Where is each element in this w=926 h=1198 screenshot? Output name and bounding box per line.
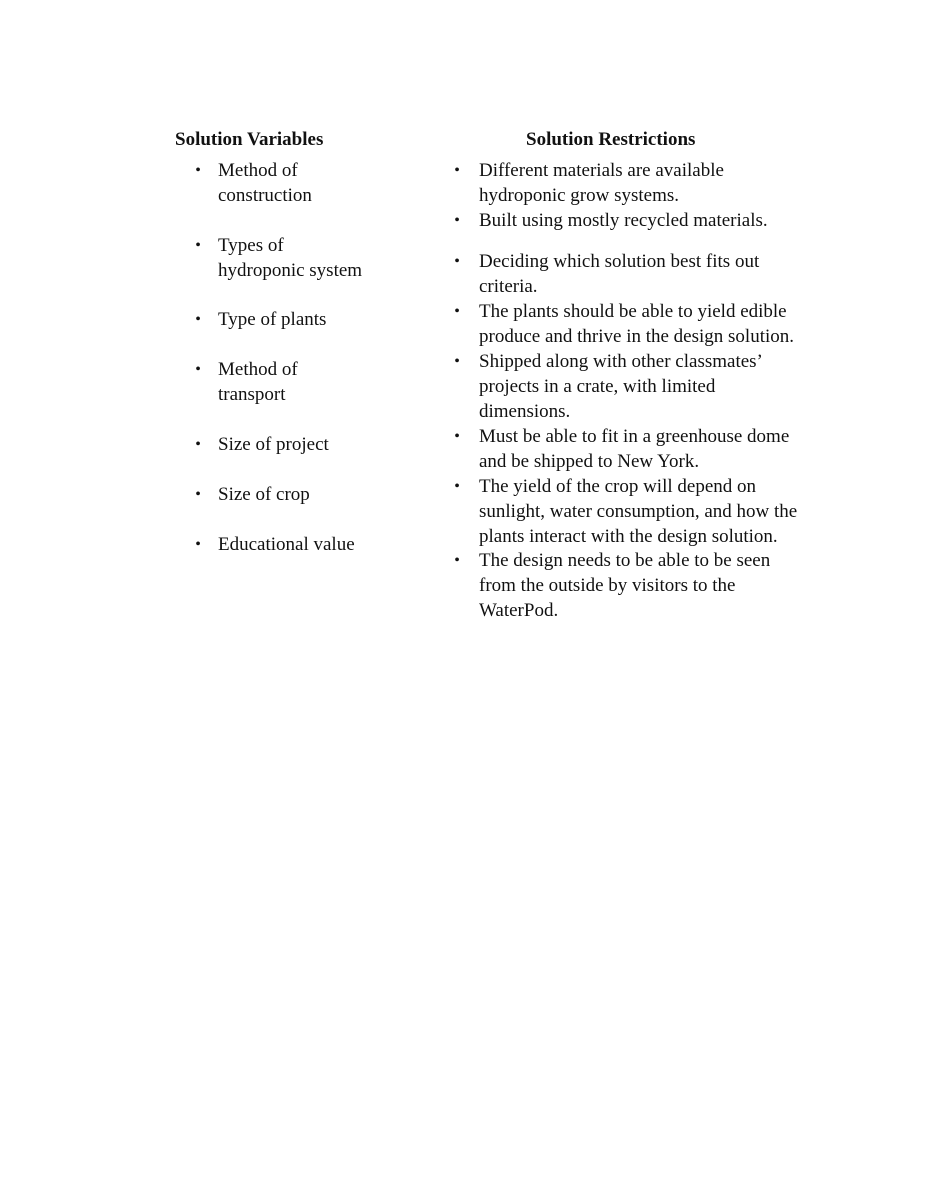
variable-line: Size of project bbox=[218, 434, 329, 455]
restriction-line: and be shipped to New York. bbox=[479, 451, 700, 472]
bullet-icon: • bbox=[195, 237, 201, 254]
bullet-icon: • bbox=[195, 436, 201, 453]
variable-line: Type of plants bbox=[218, 309, 327, 330]
bullet-icon: • bbox=[195, 162, 201, 179]
bullet-icon: • bbox=[454, 428, 460, 445]
restriction-line: criteria. bbox=[479, 276, 538, 297]
variable-line: construction bbox=[218, 185, 312, 206]
variable-line: Size of crop bbox=[218, 484, 310, 505]
variable-line: Method of bbox=[218, 359, 298, 380]
restriction-line: from the outside by visitors to the bbox=[479, 575, 736, 596]
bullet-icon: • bbox=[195, 311, 201, 328]
restriction-line: Deciding which solution best fits out bbox=[479, 251, 760, 272]
restriction-line: dimensions. bbox=[479, 401, 571, 422]
bullet-icon: • bbox=[454, 353, 460, 370]
restriction-line: The design needs to be able to be seen bbox=[479, 550, 771, 571]
variable-line: hydroponic system bbox=[218, 260, 363, 281]
restriction-line: Different materials are available bbox=[479, 160, 724, 181]
restriction-line: Built using mostly recycled materials. bbox=[479, 210, 768, 231]
solution-restrictions-heading: Solution Restrictions bbox=[526, 129, 696, 150]
restriction-line: projects in a crate, with limited bbox=[479, 376, 716, 397]
restriction-line: The yield of the crop will depend on bbox=[479, 476, 757, 497]
restriction-line: Must be able to fit in a greenhouse dome bbox=[479, 426, 790, 447]
variable-line: Educational value bbox=[218, 534, 355, 555]
bullet-icon: • bbox=[454, 162, 460, 179]
variable-line: transport bbox=[218, 384, 286, 405]
restriction-line: The plants should be able to yield edible bbox=[479, 301, 787, 322]
bullet-icon: • bbox=[454, 212, 460, 229]
bullet-icon: • bbox=[454, 552, 460, 569]
bullet-icon: • bbox=[195, 361, 201, 378]
restriction-line: plants interact with the design solution. bbox=[479, 526, 778, 547]
restriction-line: sunlight, water consumption, and how the bbox=[479, 501, 798, 522]
variable-line: Types of bbox=[218, 235, 284, 256]
bullet-icon: • bbox=[454, 478, 460, 495]
restriction-line: produce and thrive in the design solution. bbox=[479, 326, 795, 347]
restriction-line: Shipped along with other classmates’ bbox=[479, 351, 763, 372]
bullet-icon: • bbox=[195, 486, 201, 503]
restriction-line: hydroponic grow systems. bbox=[479, 185, 680, 206]
bullet-icon: • bbox=[454, 303, 460, 320]
bullet-icon: • bbox=[454, 253, 460, 270]
variable-line: Method of bbox=[218, 160, 298, 181]
restriction-line: WaterPod. bbox=[479, 600, 559, 621]
solution-variables-heading: Solution Variables bbox=[175, 129, 324, 150]
bullet-icon: • bbox=[195, 536, 201, 553]
